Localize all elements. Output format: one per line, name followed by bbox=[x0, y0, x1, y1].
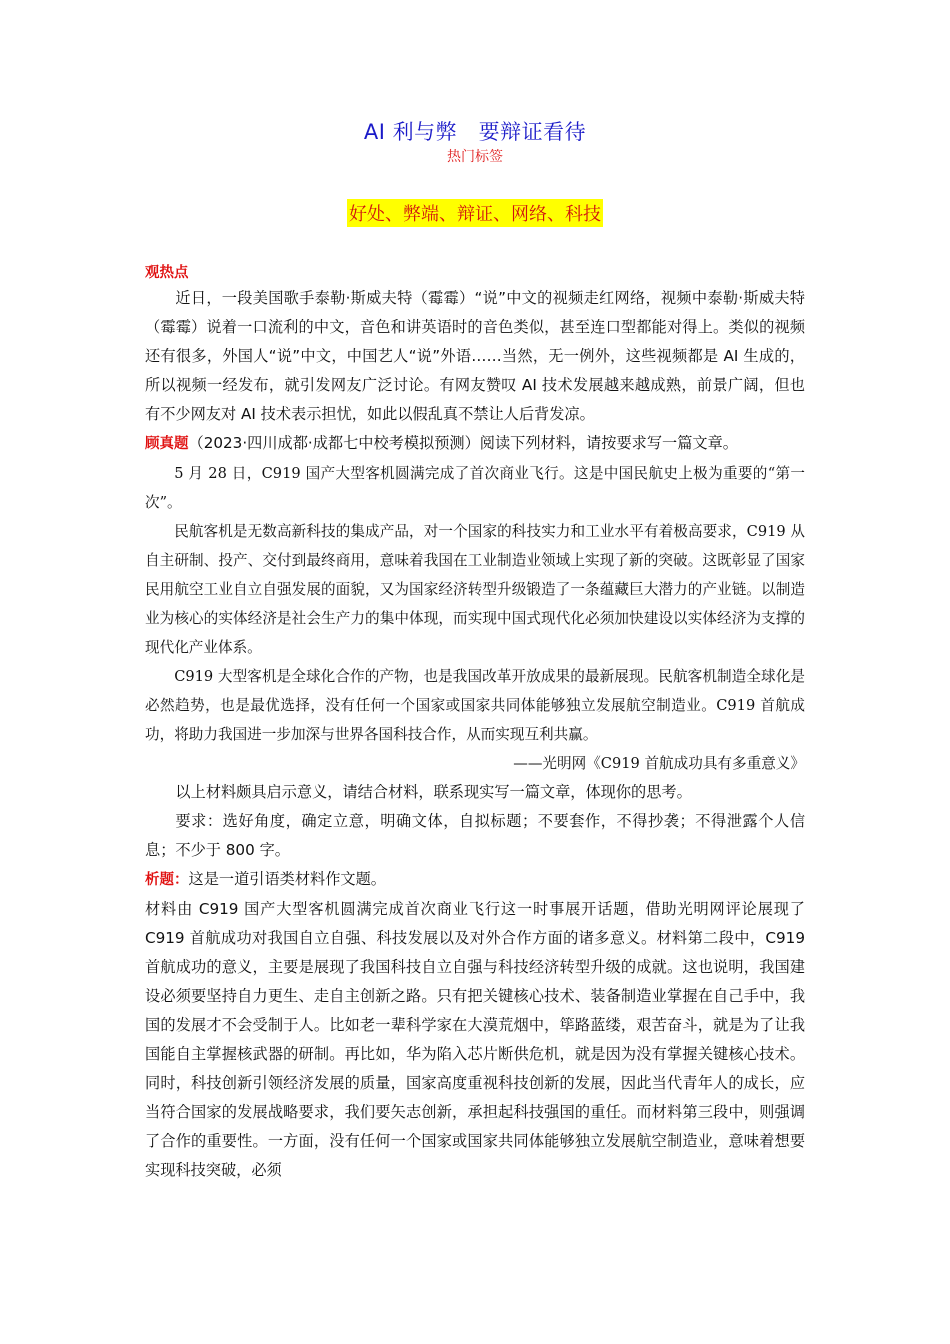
material-paragraph: C919 大型客机是全球化合作的产物，也是我国改革开放成果的最新展现。民航客机制造全球化是必然趋势，也是最优选择，没有任何一个国家或国家共同体能够独立发展航空制造业。C919 首航成功，将助力我国进一步加深与世界各国科技合作，从而实现互利共赢。 bbox=[145, 668, 805, 743]
highlighted-tags: 好处、弊端、辩证、网络、科技 bbox=[347, 199, 603, 227]
document-body bbox=[145, 262, 805, 1185]
analysis-heading bbox=[145, 865, 805, 895]
exam-prompt: 以上材料颇具启示意义，请结合材料，联系现实写一篇文章，体现你的思考。 bbox=[175, 783, 692, 801]
material-paragraph: 5 月 28 日，C919 国产大型客机圆满完成了首次商业飞行。这是中国民航史上极为重要的“第一次”。 bbox=[145, 465, 805, 511]
hot-view-label: 观热点 bbox=[145, 265, 189, 281]
real-exam-intro: （2023·四川成都·成都七中校考模拟预测）阅读下列材料，请按要求写一篇文章。 bbox=[188, 434, 738, 452]
page-subtitle: 热门标签 bbox=[447, 149, 503, 165]
analysis-paragraph: 材料由 C919 国产大型客机圆满完成首次商业飞行这一时事展开话题，借助光明网评论展现了 C919 首航成功对我国自立自强、科技发展以及对外合作方面的诸多意义。材料第二段中，C919 首航成功的意义，主要是展现了我国科技自立自强与科技经济转型升级的成就。这也说明，我国建设必须要坚持自力更生、走自主创新之路。只有把关键核心技术、装备制造业掌握在自己手中，我国的发展才不会受制于人。比如老一辈科学家在大漠荒烟中，筚路蓝缕，艰苦奋斗，就是为了让我国能自主掌握核武器的研制。再比如，华为陷入芯片断供危机，就是因为没有掌握关键核心技术。同时，科技创新引领经济发展的质量，国家高度重视科技创新的发展，因此当代青年人的成长，应当符合国家的发展战略要求，我们要矢志创新，承担起科技强国的重任。而材料第三段中，则强调了合作的重要性。一方面，没有任何一个国家或国家共同体能够独立发展航空制造业，意味着想要实现科技突破，必须 bbox=[145, 900, 805, 1179]
page-title: AI 利与弊 要辩证看待 bbox=[363, 120, 587, 144]
tags-row bbox=[0, 199, 950, 227]
real-exam-heading bbox=[145, 429, 805, 459]
material-source: ——光明网《C919 首航成功具有多重意义》 bbox=[513, 755, 805, 772]
hot-view-paragraph: 近日，一段美国歌手泰勒·斯威夫特（霉霉）“说”中文的视频走红网络，视频中泰勒·斯威夫特（霉霉）说着一口流利的中文，音色和讲英语时的音色类似，甚至连口型都能对得上。类似的视频还有很多，外国人“说”中文，中国艺人“说”外语……当然，无一例外，这些视频都是 AI 生成的，所以视频一经发布，就引发网友广泛讨论。有网友赞叹 AI 技术发展越来越成熟，前景广阔，但也有不少网友对 AI 技术表示担忧，如此以假乱真不禁让人后背发凉。 bbox=[145, 289, 805, 423]
material-paragraph: 民航客机是无数高新科技的集成产品，对一个国家的科技实力和工业水平有着极高要求，C919 从自主研制、投产、交付到最终商用，意味着我国在工业制造业领域上实现了新的突破。这既彰显了国家民用航空工业自立自强发展的面貌，又为国家经济转型升级锻造了一条蕴藏巨大潜力的产业链。以制造业为核心的实体经济是社会生产力的集中体现，而实现中国式现代化必须加快建设以实体经济为支撑的现代化产业体系。 bbox=[145, 523, 805, 656]
analysis-label: 析题： bbox=[145, 872, 189, 888]
analysis-first-line: 这是一道引语类材料作文题。 bbox=[188, 870, 386, 888]
real-exam-label: 顾真题 bbox=[145, 436, 189, 452]
exam-requirements: 要求：选好角度，确定立意，明确文体，自拟标题；不要套作，不得抄袭；不得泄露个人信息；不少于 800 字。 bbox=[145, 812, 805, 859]
